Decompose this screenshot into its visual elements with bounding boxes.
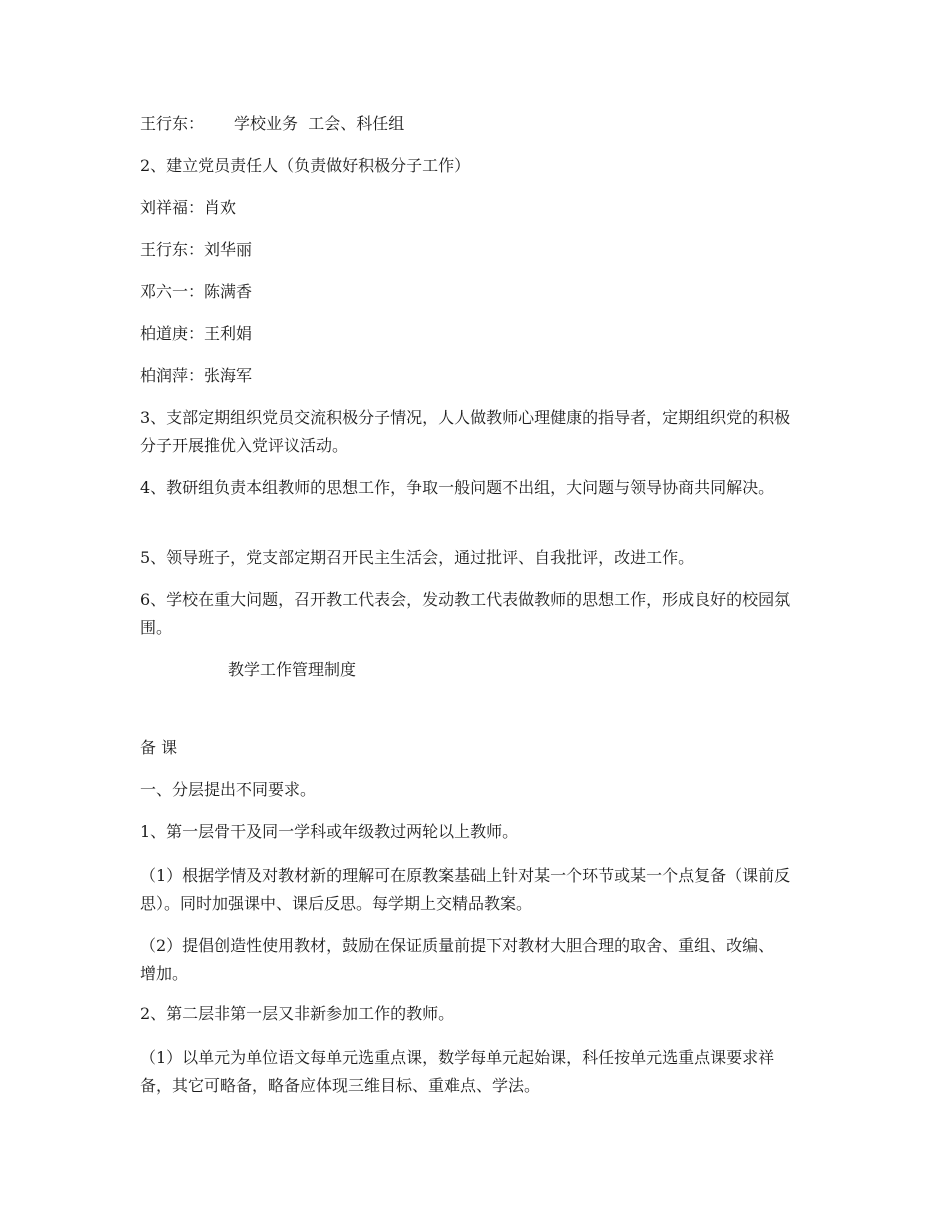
pair-bai-runping: 柏润萍：张海军 — [140, 366, 253, 385]
layer-2-item-1: （1）以单元为单位语文每单元选重点课，数学每单元起始课，科任按单元选重点课要求祥备，其它可略备，略备应体现三维目标、重难点、学法。 — [140, 1048, 775, 1095]
item-2-heading: 2、建立党员责任人（负责做好积极分子工作） — [140, 156, 471, 175]
duty-text: 学校业务 工会、科任组 — [234, 114, 405, 133]
layer-1-heading: 1、第一层骨干及同一学科或年级教过两轮以上教师。 — [140, 822, 519, 841]
item-3-paragraph: 3、支部定期组织党员交流积极分子情况，人人做教师心理健康的指导者，定期组织党的积极分子开展推优入党评议活动。 — [140, 408, 791, 455]
pair-liu-xiangfu: 刘祥福：肖欢 — [140, 198, 237, 217]
pair-wang-xingdong: 王行东：刘华丽 — [140, 240, 253, 259]
item-6-paragraph: 6、学校在重大问题，召开教工代表会，发动教工代表做教师的思想工作，形成良好的校园氛围。 — [140, 590, 791, 637]
subsection-heading: 备 课 — [140, 738, 178, 757]
point-1-heading: 一、分层提出不同要求。 — [140, 780, 317, 799]
item-5-paragraph: 5、领导班子，党支部定期召开民主生活会，通过批评、自我批评，改进工作。 — [140, 548, 695, 567]
person-name: 王行东： — [140, 114, 205, 133]
line-wang-duties — [140, 110, 820, 138]
section-title: 教学工作管理制度 — [228, 660, 357, 679]
pair-bai-daogeng: 柏道庚：王利娟 — [140, 324, 253, 343]
pair-deng-liuyi: 邓六一：陈满香 — [140, 282, 253, 301]
layer-2-heading: 2、第二层非第一层又非新参加工作的教师。 — [140, 1004, 455, 1023]
layer-1-item-2: （2）提倡创造性使用教材，鼓励在保证质量前提下对教材大胆合理的取舍、重组、改编、增加。 — [140, 936, 775, 983]
item-4-paragraph: 4、教研组负责本组教师的思想工作，争取一般问题不出组，大问题与领导协商共同解决。 — [140, 478, 775, 497]
layer-1-item-1: （1）根据学情及对教材新的理解可在原教案基础上针对某一个环节或某一个点复备（课前反思）。同时加强课中、课后反思。每学期上交精品教案。 — [140, 866, 791, 913]
